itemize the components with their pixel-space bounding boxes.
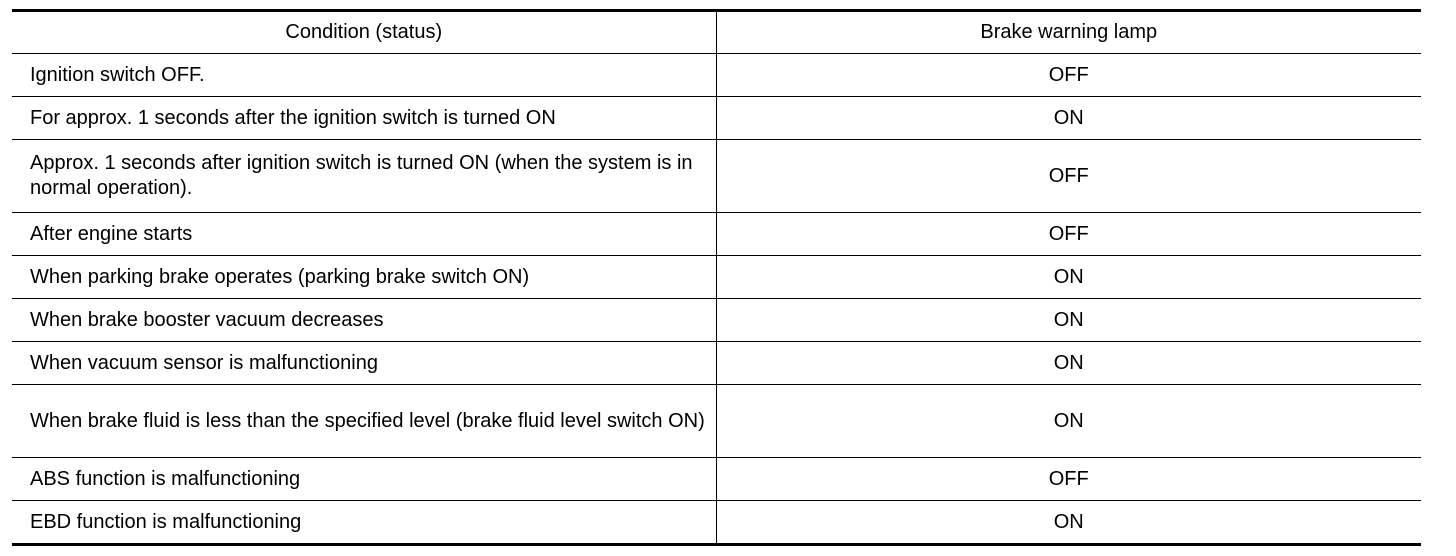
table-row: [12, 256, 1421, 299]
table-row: [12, 458, 1421, 501]
table-row: [12, 342, 1421, 385]
condition-cell: ABS function is malfunctioning: [12, 458, 716, 501]
lamp-cell: ON: [1053, 510, 1084, 533]
table-row: [12, 299, 1421, 342]
header-lamp: Brake warning lamp: [716, 11, 1421, 54]
lamp-cell: ON: [716, 342, 1421, 385]
condition-cell: Ignition switch OFF.: [12, 54, 716, 97]
brake-warning-lamp-table-container: [12, 9, 1421, 546]
lamp-cell: ON: [716, 385, 1421, 458]
table-row: [12, 501, 1421, 545]
condition-cell: When parking brake operates (parking brake switch ON): [12, 256, 716, 299]
table-row: [12, 97, 1421, 140]
table-row: [12, 213, 1421, 256]
table-body: [12, 54, 1421, 545]
lamp-cell: OFF: [716, 213, 1421, 256]
table-header: [12, 11, 1421, 54]
condition-cell: When brake booster vacuum decreases: [12, 299, 716, 342]
brake-warning-lamp-table: [12, 9, 1421, 546]
lamp-cell: ON: [716, 256, 1421, 299]
header-row: [12, 11, 1421, 54]
condition-cell: When vacuum sensor is malfunctioning: [12, 342, 716, 385]
condition-cell: When brake fluid is less than the specified level (brake fluid level switch ON): [12, 385, 716, 458]
lamp-cell: ON: [716, 299, 1421, 342]
header-condition: Condition (status): [12, 11, 716, 54]
lamp-cell: ON: [716, 97, 1421, 140]
table-row: [12, 140, 1421, 213]
condition-cell: After engine starts: [12, 213, 716, 256]
condition-cell: For approx. 1 seconds after the ignition switch is turned ON: [12, 97, 716, 140]
lamp-cell: OFF: [716, 140, 1421, 213]
condition-cell: Approx. 1 seconds after ignition switch is turned ON (when the system is in normal operation).: [12, 140, 716, 213]
table-row: [12, 385, 1421, 458]
lamp-cell: OFF: [716, 458, 1421, 501]
lamp-cell: OFF: [716, 54, 1421, 97]
table-row: [12, 54, 1421, 97]
condition-cell: EBD function is malfunctioning: [12, 501, 716, 545]
